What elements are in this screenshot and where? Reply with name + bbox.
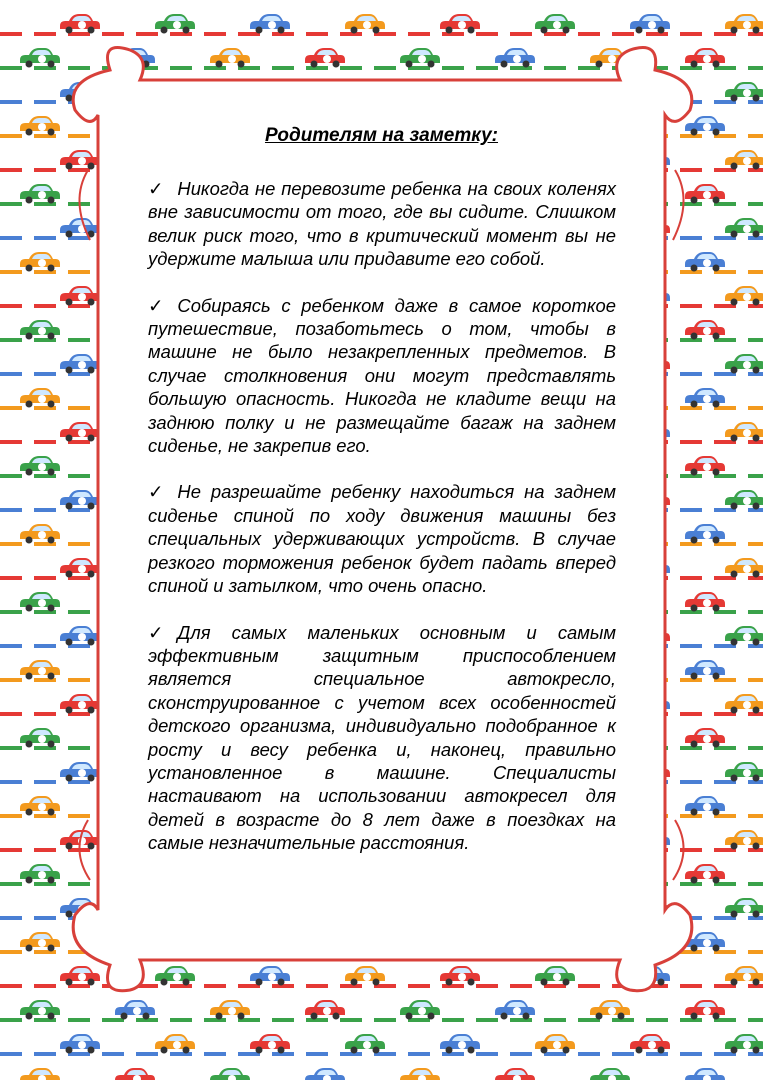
notes-panel [105, 95, 658, 995]
tip-paragraph: ✓ Собираясь с ребенком даже в самое короткое путешествие, позаботьтесь о том, чтобы в машине не было незакрепленных предметов. В случае столкновения они могут представлять большую опасность. Никогда не кладите вещи на заднюю полку и не размещайте багаж на заднем сиденье, не закрепив его. [148, 294, 616, 457]
check-mark-icon: ✓ [148, 294, 164, 316]
check-mark-icon: ✓ [148, 178, 164, 199]
check-mark-icon: ✓ [148, 481, 164, 503]
tip-paragraph: ✓ Никогда не перевозите ребенка на своих коленях вне зависимости от того, где вы сидите. Слишком велик риск того, что в критический момент вы не удержите малыша или придавите его собой. [148, 178, 616, 270]
tip-paragraph: ✓ Для самых маленьких основным и самым эффективным защитным приспособлением является специальное автокресло, сконструированное с учетом всех особенностей детского организма, индивидуально подобранное к росту и весу ребенка и, наконец, правильно установленное в машине. Специалисты настаивают на использовании автокресел для детей в возрасте до 8 лет даже в поездках на самые незначительные расстояния. [148, 621, 616, 854]
page-title: Родителям на заметку: [264, 125, 499, 146]
tips-list [148, 177, 616, 878]
check-mark-icon: ✓ [148, 621, 164, 643]
tip-paragraph: ✓ Не разрешайте ребенку находиться на заднем сиденье спиной по ходу движения машины без специальных удерживающих устройств. В случае резкого торможения ребенок будет падать вперед спиной и затылком, что очень опасно. [148, 481, 616, 597]
